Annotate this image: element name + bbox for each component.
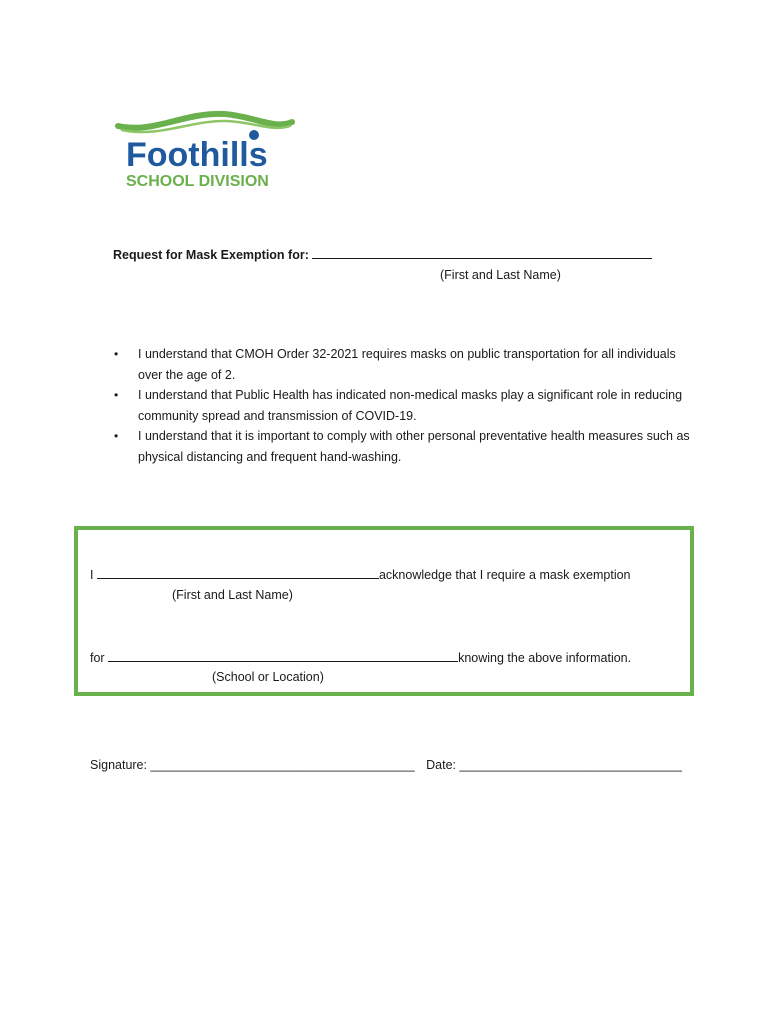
bullet-list [110,344,690,467]
acknowledgement-line-2 [90,649,631,665]
request-label: Request for Mask Exemption for: [113,248,309,262]
request-caption: (First and Last Name) [440,268,561,282]
date-label: Date: [426,758,457,772]
bullet-icon: • [114,429,119,443]
ack-name-blank[interactable] [97,566,379,579]
list-item [110,426,690,467]
name-blank[interactable] [312,246,652,259]
list-item [110,344,690,385]
signature-label: Signature: [90,758,147,772]
ack-school-blank[interactable] [108,649,458,662]
ack-line1-suffix: acknowledge that I require a mask exemption [378,568,631,582]
acknowledgement-box [74,526,694,696]
ack-prefix: I [90,568,94,582]
logo-subword: SCHOOL DIVISION [126,173,269,190]
ack-school-caption: (School or Location) [212,670,324,684]
list-item [110,385,690,426]
ack-line2-suffix: knowing the above information. [458,651,632,665]
bullet-icon: • [114,388,119,402]
foothills-logo [114,104,314,190]
ack-name-caption: (First and Last Name) [172,588,293,602]
bullet-text: I understand that CMOH Order 32-2021 requires masks on public transportation for all individuals over the age of 2. [138,347,676,382]
bullet-icon: • [114,347,119,361]
signature-field[interactable]: ______________________________________ [150,758,415,772]
bullet-text: I understand that Public Health has indicated non-medical masks play a significant role in reducing community spread and transmission of COVID-19. [138,388,683,423]
bullet-text: I understand that it is important to comply with other personal preventative health measures such as physical distancing and frequent hand-washing. [138,429,690,464]
request-line [113,246,652,262]
date-field[interactable]: ________________________________ [459,758,682,772]
logo-word: Foothills [126,136,268,174]
ack-for-prefix: for [90,651,105,665]
acknowledgement-line-1 [90,566,631,582]
signature-row [90,758,682,772]
